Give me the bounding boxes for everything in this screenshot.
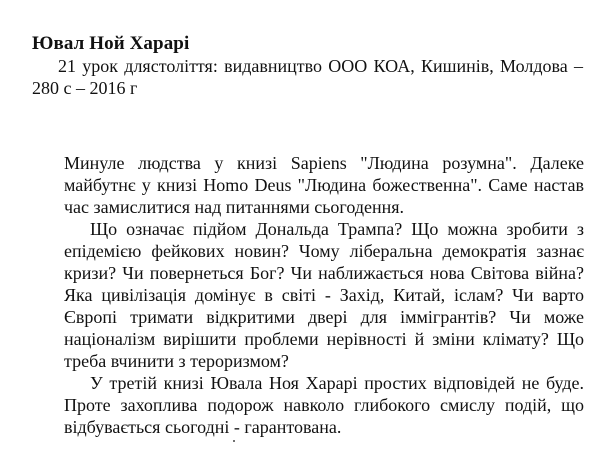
- book-author: Ювал Ной Харарі: [32, 33, 190, 54]
- description-paragraph-2: Що означає підйом Дональда Трампа? Що можна зробити з епідемією фейкових новин? Чому ліберальна демократія зазнає кризи? Чи повернеться Бог? Чи наближається нова Світова війна? Яка цивілізація домінує в світі - Захід, Китай, іслам? Чи варто Європі тримати відкритими двері для іммігрантів? Чи може націоналізм вирішити проблеми нерівності й зміни клімату? Що треба вчинити з тероризмом?: [64, 219, 584, 371]
- book-header: [32, 33, 592, 99]
- description-paragraph-3: У третій книзі Ювала Ноя Харарі простих відповідей не буде. Проте захоплива подорож навколо глибокого смислу подій, що відбувається сьогодні - гарантована.: [64, 373, 584, 437]
- scan-speck: [233, 440, 235, 442]
- description-paragraph-1: Минуле людства у книзі Sapiens "Людина розумна". Далеке майбутнє у книзі Homo Deus "Людина божественна". Саме настав час замислитися над питаннями сьогодення.: [64, 153, 584, 217]
- publication-info: 21 урок длястоліття: видавництво ООО КОА, Кишинів, Молдова – 280 с – 2016 г: [32, 56, 583, 98]
- book-description: [64, 152, 584, 438]
